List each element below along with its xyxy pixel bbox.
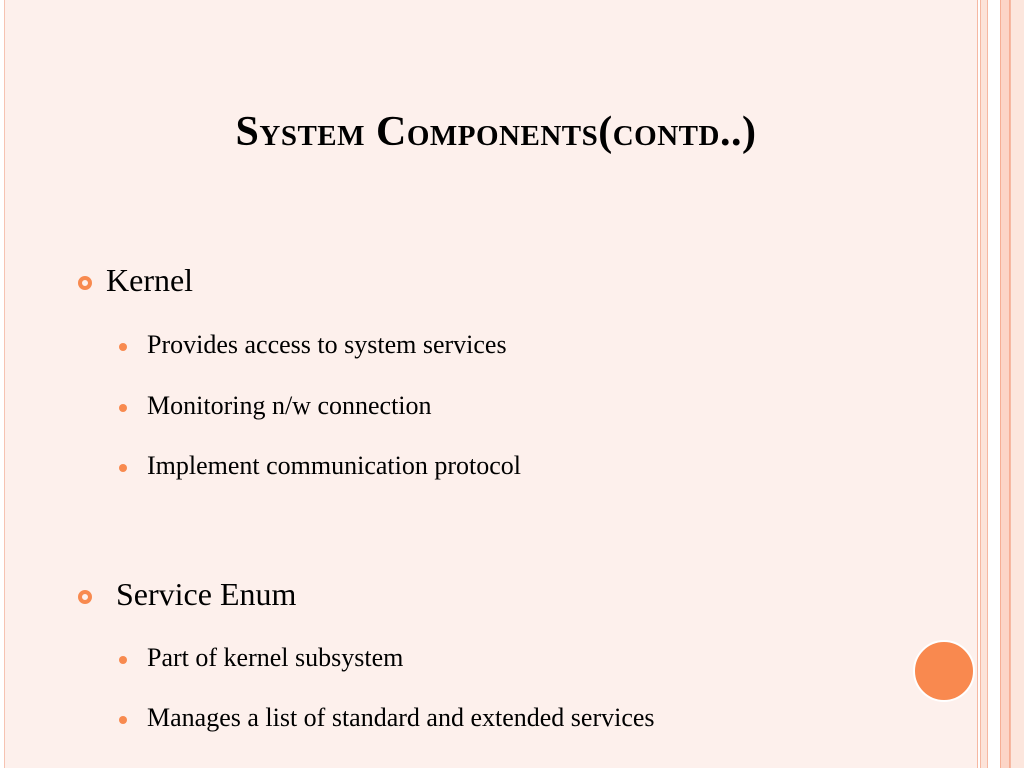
- decorative-stripe: [1010, 0, 1024, 768]
- dot-bullet-icon: [119, 464, 127, 472]
- section-heading-service-enum: Service Enum: [116, 576, 297, 612]
- ring-bullet-icon: [78, 276, 92, 290]
- slide-title: System Components(contd..): [235, 109, 757, 155]
- dot-bullet-icon: [119, 404, 127, 412]
- list-item: Implement communication protocol: [147, 451, 522, 480]
- dot-bullet-icon: [119, 656, 127, 664]
- dot-bullet-icon: [119, 716, 127, 724]
- decorative-stripe: [1000, 0, 1010, 768]
- list-item: Provides access to system services: [147, 330, 507, 359]
- section-heading-kernel: Kernel: [106, 262, 194, 298]
- list-item: Monitoring n/w connection: [147, 391, 432, 420]
- dot-bullet-icon: [119, 343, 127, 351]
- list-item: Manages a list of standard and extended services: [147, 703, 655, 732]
- decorative-circle-icon: [913, 640, 975, 702]
- list-item: Part of kernel subsystem: [147, 643, 404, 672]
- ring-bullet-icon: [78, 590, 92, 604]
